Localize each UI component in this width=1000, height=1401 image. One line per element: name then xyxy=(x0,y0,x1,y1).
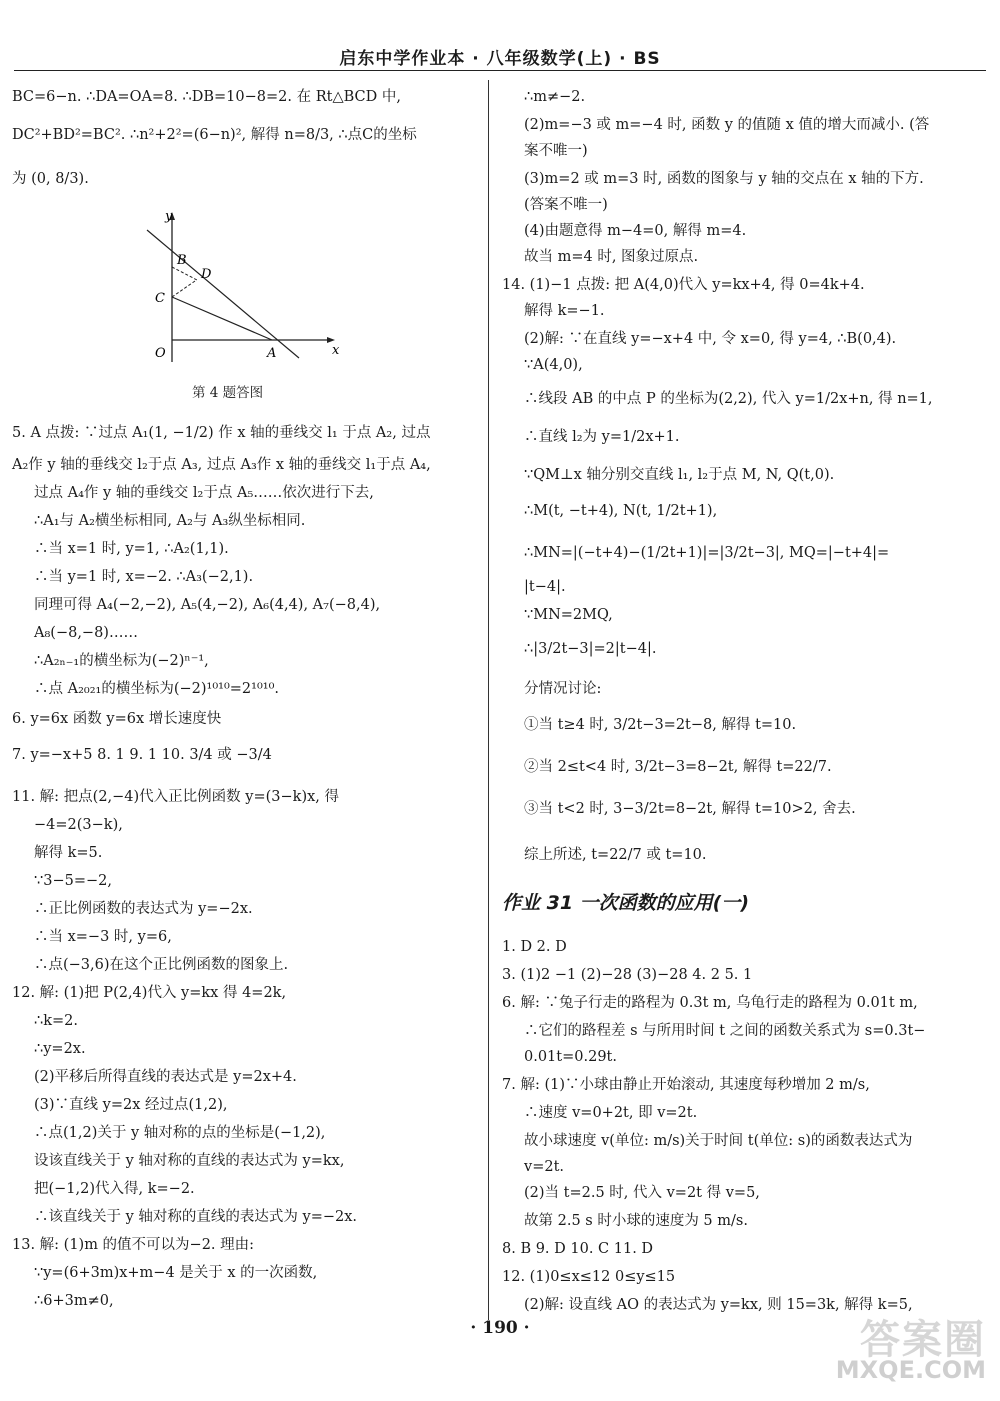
text-line: 设该直线关于 y 轴对称的直线的表达式为 y=kx, xyxy=(34,1153,345,1169)
text-line: (2)解: 设直线 AO 的表达式为 y=kx, 则 15=3k, 解得 k=5, xyxy=(524,1297,913,1313)
label-c: C xyxy=(155,291,165,306)
text-line: ∴该直线关于 y 轴对称的直线的表达式为 y=−2x. xyxy=(34,1209,358,1225)
text-line: 1. D 2. D xyxy=(502,939,567,955)
text-line: (2)解: ∵在直线 y=−x+4 中, 令 x=0, 得 y=4, ∴B(0,4). xyxy=(524,331,897,347)
text-line: ∵MN=2MQ, xyxy=(524,607,613,623)
text-line: ∴M(t, −t+4), N(t, 1/2t+1), xyxy=(524,503,718,519)
text-line: ∴y=2x. xyxy=(34,1041,86,1057)
text-line: ∴A₁与 A₂横坐标相同, A₂与 A₃纵坐标相同. xyxy=(34,513,306,529)
text-line: ∵y=(6+3m)x+m−4 是关于 x 的一次函数, xyxy=(34,1265,318,1281)
section-heading: 作业 31 一次函数的应用(一) xyxy=(502,892,750,914)
text-line: 故第 2.5 s 时小球的速度为 5 m/s. xyxy=(524,1213,748,1229)
text-line: ∴它们的路程差 s 与所用时间 t 之间的函数关系式为 s=0.3t− xyxy=(524,1023,926,1039)
text-line: ∴点 A₂₀₂₁的横坐标为(−2)¹⁰¹⁰=2¹⁰¹⁰. xyxy=(34,681,280,697)
text-line: 分情况讨论: xyxy=(524,681,602,697)
text-line: (2)平移后所得直线的表达式是 y=2x+4. xyxy=(34,1069,297,1085)
label-a: A xyxy=(267,346,277,361)
coordinate-figure xyxy=(127,212,347,377)
text-line: 把(−1,2)代入得, k=−2. xyxy=(34,1181,195,1197)
label-y: y xyxy=(165,212,173,224)
text-line: 解得 k=5. xyxy=(34,845,103,861)
page-number: · 190 · xyxy=(470,1318,530,1338)
text-line: (3)m=2 或 m=3 时, 函数的图象与 y 轴的交点在 x 轴的下方. xyxy=(524,171,924,187)
text-line: ②当 2≤t<4 时, 3/2t−3=8−2t, 解得 t=22/7. xyxy=(524,759,832,775)
text-line: ③当 t<2 时, 3−3/2t=8−2t, 解得 t=10>2, 舍去. xyxy=(524,801,856,817)
text-line: A₈(−8,−8)…… xyxy=(34,625,138,641)
header-divider xyxy=(14,70,986,71)
text-line: ∵QM⊥x 轴分别交直线 l₁, l₂于点 M, N, Q(t,0). xyxy=(524,467,835,483)
text-line: −4=2(3−k), xyxy=(34,817,123,833)
text-line: ∴速度 v=0+2t, 即 v=2t. xyxy=(524,1105,698,1121)
text-line: 12. (1)0≤x≤12 0≤y≤15 xyxy=(502,1269,676,1285)
label-b: B xyxy=(177,253,187,268)
text-line: ∴m≠−2. xyxy=(524,89,586,105)
text-line: ∴当 x=1 时, y=1, ∴A₂(1,1). xyxy=(34,541,229,557)
text-line: ∵A(4,0), xyxy=(524,357,583,373)
text-line: 故小球速度 v(单位: m/s)关于时间 t(单位: s)的函数表达式为 xyxy=(524,1133,913,1149)
text-line: ∴点(−3,6)在这个正比例函数的图象上. xyxy=(34,957,289,973)
text-line: (3)∵直线 y=2x 经过点(1,2), xyxy=(34,1097,228,1113)
label-o: O xyxy=(155,346,166,361)
text-line: 12. 解: (1)把 P(2,4)代入 y=kx 得 4=2k, xyxy=(12,985,287,1001)
column-divider xyxy=(488,80,489,1320)
text-line: ∴当 x=−3 时, y=6, xyxy=(34,929,172,945)
line-cd xyxy=(172,297,272,340)
text-line: ∴|3/2t−3|=2|t−4|. xyxy=(524,641,657,657)
text-line: 7. y=−x+5 8. 1 9. 1 10. 3/4 或 −3/4 xyxy=(12,747,272,763)
segment-cd-perp xyxy=(172,281,195,297)
text-line: (2)当 t=2.5 时, 代入 v=2t 得 v=5, xyxy=(524,1185,760,1201)
text-line: ①当 t≥4 时, 3/2t−3=2t−8, 解得 t=10. xyxy=(524,717,797,733)
text-line: 解得 k=−1. xyxy=(524,303,605,319)
text-line: DC²+BD²=BC². ∴n²+2²=(6−n)², 解得 n=8/3, ∴点C的坐标 xyxy=(12,127,417,143)
text-line: 故当 m=4 时, 图象过原点. xyxy=(524,249,699,265)
text-line: 案不唯一) xyxy=(524,143,588,159)
text-line: 6. 解: ∵兔子行走的路程为 0.3t m, 乌龟行走的路程为 0.01t m, xyxy=(502,995,918,1011)
text-line: ∴线段 AB 的中点 P 的坐标为(2,2), 代入 y=1/2x+n, 得 n=1, xyxy=(524,391,933,407)
text-line: 7. 解: (1)∵小球由静止开始滚动, 其速度每秒增加 2 m/s, xyxy=(502,1077,870,1093)
figure-graph xyxy=(127,212,347,377)
text-line: ∴6+3m≠0, xyxy=(34,1293,114,1309)
text-line: ∴MN=|(−t+4)−(1/2t+1)|=|3/2t−3|, MQ=|−t+4|= xyxy=(524,545,890,561)
page-header-title: 启东中学作业本 · 八年级数学(上) · BS xyxy=(339,49,661,69)
watermark-url: MXQE.COM xyxy=(835,1356,986,1384)
text-line: ∴直线 l₂为 y=1/2x+1. xyxy=(524,429,680,445)
text-line: 同理可得 A₄(−2,−2), A₅(4,−2), A₆(4,4), A₇(−8,4), xyxy=(34,597,381,613)
watermark-logo: 答案圈 xyxy=(860,1317,986,1363)
label-d: D xyxy=(201,267,212,282)
text-line: 综上所述, t=22/7 或 t=10. xyxy=(524,847,707,863)
text-line: 14. (1)−1 点拨: 把 A(4,0)代入 y=kx+4, 得 0=4k+4. xyxy=(502,277,865,293)
text-line: 为 (0, 8/3). xyxy=(12,171,89,187)
text-line: ∵3−5=−2, xyxy=(34,873,112,889)
watermark xyxy=(796,1308,986,1393)
text-line: ∴点(1,2)关于 y 轴对称的点的坐标是(−1,2), xyxy=(34,1125,326,1141)
text-line: A₂作 y 轴的垂线交 l₂于点 A₃, 过点 A₃作 x 轴的垂线交 l₁于点 A₄, xyxy=(12,457,431,473)
text-line: v=2t. xyxy=(524,1159,565,1175)
text-line: (4)由题意得 m−4=0, 解得 m=4. xyxy=(524,223,747,239)
label-x: x xyxy=(332,343,340,358)
text-line: ∴k=2. xyxy=(34,1013,78,1029)
text-line: 6. y=6x 函数 y=6x 增长速度快 xyxy=(12,711,222,727)
text-line: 13. 解: (1)m 的值不可以为−2. 理由: xyxy=(12,1237,255,1253)
text-line: 过点 A₄作 y 轴的垂线交 l₂于点 A₅……依次进行下去, xyxy=(34,485,374,501)
text-line: 0.01t=0.29t. xyxy=(524,1049,617,1065)
text-line: ∴A₂ₙ₋₁的横坐标为(−2)ⁿ⁻¹, xyxy=(34,653,209,669)
text-line: 8. B 9. D 10. C 11. D xyxy=(502,1241,654,1257)
text-line: ∴正比例函数的表达式为 y=−2x. xyxy=(34,901,253,917)
text-line: 5. A 点拨: ∵过点 A₁(1, −1/2) 作 x 轴的垂线交 l₁ 于点 A₂, 过点 xyxy=(12,425,431,441)
text-line: |t−4|. xyxy=(524,579,566,595)
line-l1 xyxy=(147,230,299,358)
text-line: ∴当 y=1 时, x=−2. ∴A₃(−2,1). xyxy=(34,569,254,585)
text-line: 11. 解: 把点(2,−4)代入正比例函数 y=(3−k)x, 得 xyxy=(12,789,340,805)
text-line: (答案不唯一) xyxy=(524,197,608,213)
figure-caption: 第 4 题答图 xyxy=(192,385,264,401)
text-line: (2)m=−3 或 m=−4 时, 函数 y 的值随 x 值的增大而减小. (答 xyxy=(524,117,930,133)
text-line: 3. (1)2 −1 (2)−28 (3)−28 4. 2 5. 1 xyxy=(502,967,753,983)
text-line: BC=6−n. ∴DA=OA=8. ∴DB=10−8=2. 在 Rt△BCD 中, xyxy=(12,89,401,105)
